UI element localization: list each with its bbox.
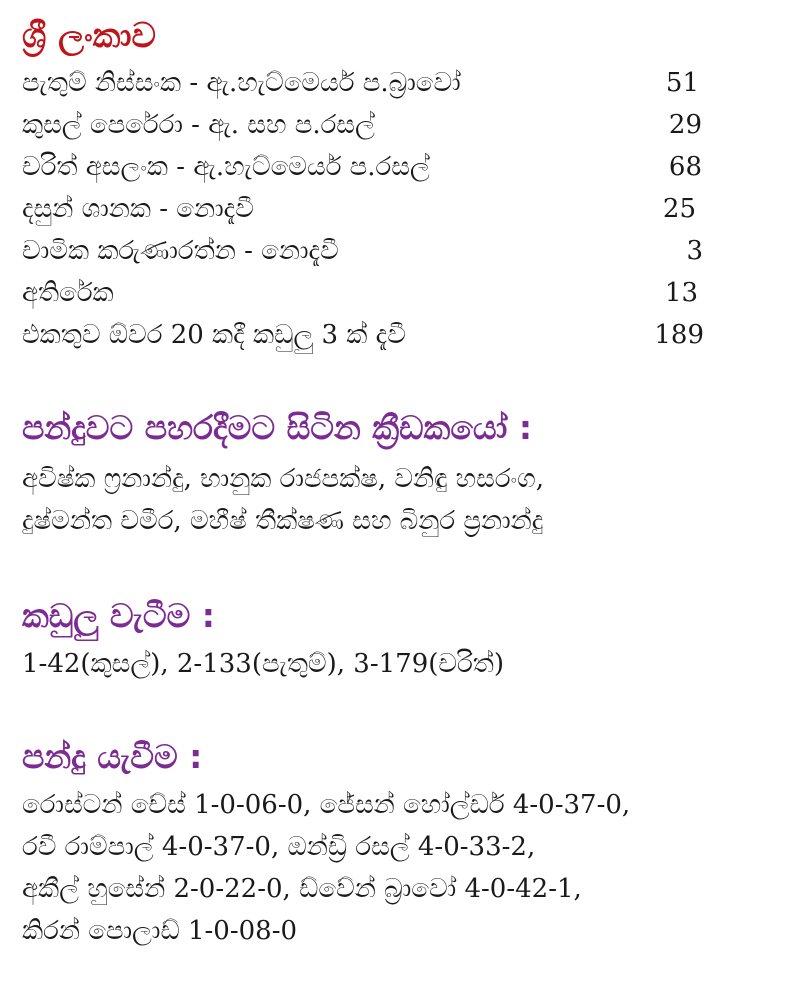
batting-row — [22, 188, 722, 230]
batting-row — [22, 104, 722, 146]
yet-to-bat-line: දුෂ්මන්ත චමීර, මහීෂ් තීක්ෂණ සහ බිනුර ප්‍රනාන්දු — [22, 506, 544, 536]
bowling-line: අකීල් හුසේන් 2-0-22-0, ඩ්වේන් බ්‍රාවෝ 4-0-42-1, — [22, 874, 582, 904]
batter-name: දසුන් ශානක - නොදැවී — [22, 194, 254, 224]
batter-runs: 13 — [664, 278, 698, 308]
batting-total-row — [22, 314, 722, 356]
batter-name: පැතුම් නිස්සංක - ඇ.හැට්මෙයර් ප.බ්‍රාවෝ — [22, 68, 461, 98]
yet-to-bat-heading: පන්දුවට පහරදීමට සිටින ක්‍රීඩකයෝ : — [22, 408, 533, 447]
batter-runs: 25 — [662, 194, 696, 224]
batter-name: කුසල් පෙරේරා - ඇ. සහ ප.රසල් — [22, 110, 375, 140]
bowling-heading: පන්දු යැවීම : — [22, 737, 203, 776]
batting-row — [22, 272, 722, 314]
bowling-line: රවී රාම්පාල් 4-0-37-0, ඔන්ඩ්‍රි රසල් 4-0-33-2, — [22, 832, 536, 862]
batting-row — [22, 146, 722, 188]
batting-row — [22, 230, 722, 272]
batter-name: චරිත් අසලංක - ඇ.හැට්මෙයර් ප.රසල් — [22, 152, 430, 182]
batter-name: අතිරේක — [22, 278, 114, 308]
batter-runs: 3 — [686, 236, 703, 266]
yet-to-bat-line: අවිෂ්ක ෆ්‍රනාන්දු, භානුක රාජපක්ෂ, වනිඳු හසරංග, — [22, 464, 545, 494]
team-title: ශ්‍රී ලංකාව — [22, 16, 156, 56]
bowling-line: කිරන් පොලාඩ් 1-0-08-0 — [22, 916, 298, 946]
batter-runs: 51 — [665, 68, 699, 98]
fall-of-wickets-list — [22, 643, 504, 685]
batting-list — [22, 62, 722, 356]
bowling-line: රොස්ටන් චේස් 1-0-06-0, ජේසන් හෝල්ඩර් 4-0-37-0, — [22, 790, 631, 820]
yet-to-bat-list — [22, 458, 544, 542]
total-label: එකතුව ඕවර 20 කදී කඩුලු 3 ක් දැවී — [22, 320, 406, 350]
batting-row — [22, 62, 722, 104]
batter-runs: 29 — [668, 110, 702, 140]
fall-of-wickets-heading: කඩුලු වැටීම : — [22, 596, 215, 635]
bowling-list — [22, 784, 630, 952]
fall-of-wickets-line: 1-42(කුසල්), 2-133(පැතුම්), 3-179(චරිත්) — [22, 649, 505, 679]
batter-runs: 68 — [668, 152, 702, 182]
batter-name: චාමික කරුණාරත්න - නොදැවී — [22, 236, 339, 266]
total-runs: 189 — [654, 320, 704, 350]
